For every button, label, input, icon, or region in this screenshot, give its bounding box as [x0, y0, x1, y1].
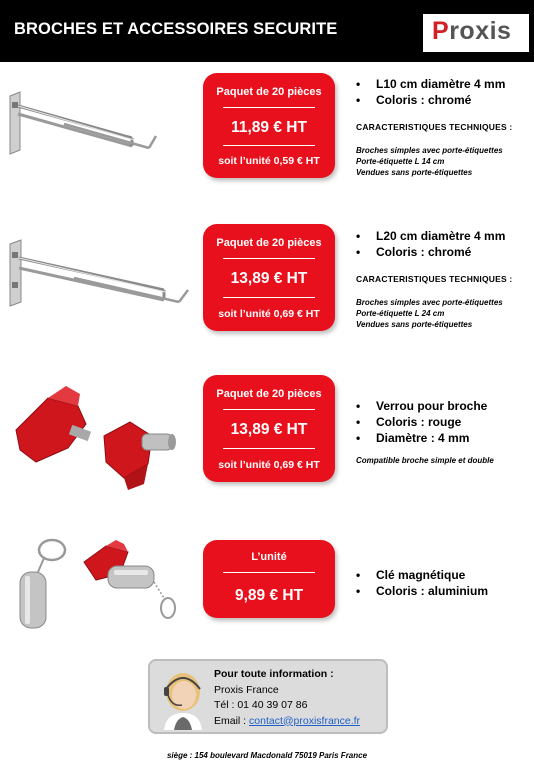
- email-link[interactable]: contact@proxisfrance.fr: [249, 714, 361, 727]
- contact-details: [214, 667, 386, 729]
- contact-phone: Tél : 01 40 39 07 86: [214, 699, 308, 711]
- unit-price: soit l’unité 0,69 € HT: [218, 459, 320, 471]
- price-divider: [223, 409, 315, 410]
- price-box: [203, 73, 335, 178]
- spec-item: • Diamètre : 4 mm: [356, 431, 470, 445]
- spec-item: • L10 cm diamètre 4 mm: [356, 77, 506, 91]
- product-specs: [356, 567, 526, 599]
- price-box: [203, 224, 335, 331]
- pack-label: L’unité: [251, 551, 287, 563]
- product-specs: [356, 398, 526, 465]
- price-divider: [223, 297, 315, 298]
- price: 11,89 € HT: [231, 119, 307, 136]
- support-agent-avatar: [156, 667, 210, 730]
- price-divider: [223, 107, 315, 108]
- tech-specs-heading: CARACTERISTIQUES TECHNIQUES :: [356, 274, 513, 284]
- contact-box: [148, 659, 388, 734]
- unit-price: soit l’unité 0,59 € HT: [218, 155, 320, 167]
- tech-note: Porte-étiquette L 14 cm: [356, 157, 445, 166]
- page-header: [0, 0, 534, 62]
- tech-note: Broches simples avec porte-étiquettes: [356, 298, 503, 307]
- tech-note: Vendues sans porte-étiquettes: [356, 168, 473, 177]
- page-title: BROCHES ET ACCESSOIRES SECURITE: [14, 20, 338, 38]
- magnetic-key-image: [12, 536, 192, 638]
- price: 13,89 € HT: [230, 421, 308, 438]
- product-specs: [356, 76, 526, 178]
- product-specs: [356, 228, 526, 330]
- spec-item: • Coloris : aluminium: [356, 584, 489, 598]
- price-divider: [223, 145, 315, 146]
- proxis-logo: [423, 14, 529, 52]
- price-divider: [223, 572, 315, 573]
- logo-text: [432, 17, 511, 46]
- unit-price: soit l’unité 0,69 € HT: [218, 308, 320, 320]
- spec-item: • Verrou pour broche: [356, 399, 488, 413]
- tech-note: Broches simples avec porte-étiquettes: [356, 146, 503, 155]
- red-hook-lock-image: [12, 384, 184, 492]
- pack-label: Paquet de 20 pièces: [216, 388, 322, 400]
- logo-rest: roxis: [449, 17, 512, 45]
- footer-address: siège : 154 boulevard Macdonald 75019 Paris France: [166, 751, 368, 760]
- contact-company: Proxis France: [214, 683, 279, 696]
- tech-note: Vendues sans porte-étiquettes: [356, 320, 473, 329]
- tech-specs-heading: CARACTERISTIQUES TECHNIQUES :: [356, 122, 513, 132]
- contact-title: Pour toute information :: [214, 668, 334, 680]
- price-divider: [223, 258, 315, 259]
- tech-note: Porte-étiquette L 24 cm: [356, 309, 445, 318]
- tech-notes: [356, 297, 526, 330]
- spec-item: • Clé magnétique: [356, 568, 466, 582]
- email-label: Email :: [214, 714, 250, 727]
- pack-label: Paquet de 20 pièces: [216, 86, 322, 98]
- price-box: [203, 540, 335, 618]
- price-divider: [223, 448, 315, 449]
- short-display-hook-image: [4, 90, 164, 160]
- price: 9,89 € HT: [234, 587, 304, 604]
- pack-label: Paquet de 20 pièces: [216, 237, 322, 249]
- compatibility-note: Compatible broche simple et double: [356, 456, 494, 465]
- contact-email-line: [214, 714, 386, 730]
- spec-item: • Coloris : rouge: [356, 415, 462, 429]
- spec-item: • Coloris : chromé: [356, 93, 472, 107]
- price: 13,89 € HT: [230, 270, 308, 287]
- price-box: [203, 375, 335, 482]
- long-display-hook-image: [4, 238, 194, 312]
- spec-item: • L20 cm diamètre 4 mm: [356, 229, 506, 243]
- logo-first-letter: P: [432, 17, 450, 45]
- spec-item: • Coloris : chromé: [356, 245, 472, 259]
- tech-notes: [356, 145, 526, 178]
